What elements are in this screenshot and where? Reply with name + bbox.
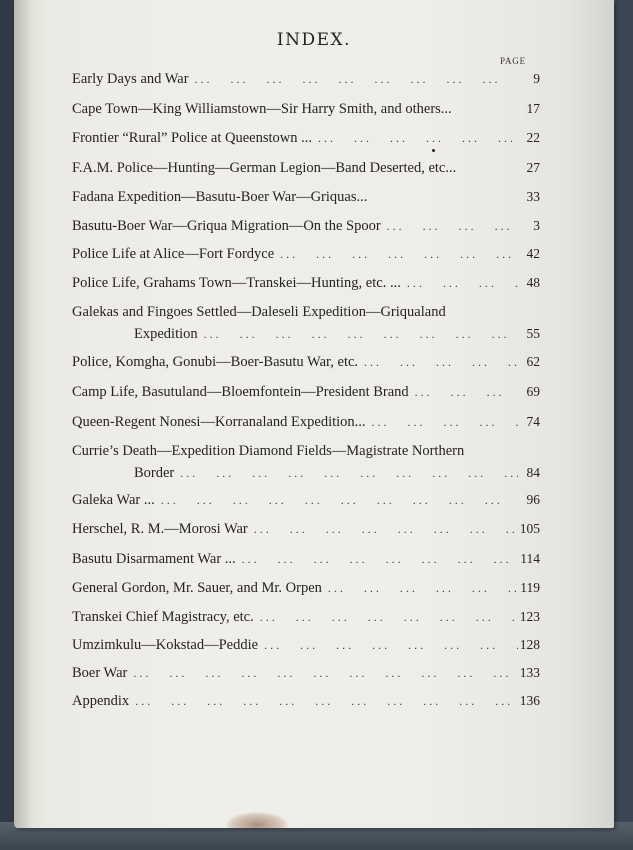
entry-page: 84 bbox=[526, 465, 540, 480]
index-entry bbox=[72, 444, 540, 488]
entry-title: F.A.M. Police—Hunting—German Legion—Band Deserted, etc... bbox=[72, 160, 457, 176]
index-entry bbox=[72, 161, 540, 183]
entry-title-continued: Expedition bbox=[134, 326, 198, 342]
index-entry bbox=[72, 666, 540, 688]
entry-page: 69 bbox=[526, 384, 540, 399]
entry-page: 42 bbox=[526, 246, 540, 261]
dot-leader bbox=[401, 277, 518, 289]
entry-page: 48 bbox=[526, 275, 540, 290]
index-entry bbox=[72, 415, 540, 437]
entry-page: 3 bbox=[533, 218, 540, 233]
dot-leader bbox=[174, 467, 518, 479]
entry-page: 128 bbox=[519, 637, 540, 652]
dot-leader bbox=[189, 73, 518, 85]
entry-page: 62 bbox=[526, 354, 540, 369]
entry-title: Early Days and War bbox=[72, 71, 189, 87]
index-entry bbox=[72, 638, 540, 660]
entry-title: Cape Town—King Williamstown—Sir Harry Smith, and others... bbox=[72, 101, 452, 117]
dot-leader bbox=[254, 611, 518, 623]
entry-page: 9 bbox=[533, 71, 540, 86]
entry-page: 27 bbox=[526, 160, 540, 175]
entry-page: 22 bbox=[526, 130, 540, 145]
entry-title: Police, Komgha, Gonubi—Boer-Basutu War, etc. bbox=[72, 354, 359, 370]
entry-page: 33 bbox=[526, 189, 540, 204]
entry-page: 123 bbox=[519, 609, 540, 624]
entry-title: General Gordon, Mr. Sauer, and Mr. Orpen bbox=[72, 580, 322, 596]
index-entry bbox=[72, 522, 540, 544]
entry-title: Currie’s Death—Expedition Diamond Fields—Magistrate Northern bbox=[72, 443, 465, 459]
page-column-label: PAGE bbox=[500, 56, 526, 66]
entry-title: Transkei Chief Magistracy, etc. bbox=[72, 609, 254, 625]
index-entry bbox=[72, 72, 540, 94]
entry-page: 136 bbox=[519, 693, 540, 708]
dot-leader bbox=[358, 356, 518, 368]
index-entry bbox=[72, 276, 540, 298]
entry-page: 114 bbox=[520, 551, 540, 566]
index-entry bbox=[72, 247, 540, 269]
dot-leader bbox=[366, 416, 518, 428]
entry-title: Herschel, R. M.—Morosi War bbox=[72, 521, 248, 537]
entry-page: 96 bbox=[526, 492, 540, 507]
dot-leader bbox=[155, 494, 518, 506]
index-entry bbox=[72, 694, 540, 716]
dot-leader bbox=[322, 582, 518, 594]
entry-title: Queen-Regent Nonesi—Korranaland Expedition... bbox=[72, 414, 366, 430]
gutter-shadow bbox=[14, 0, 32, 828]
index-entry bbox=[72, 493, 540, 515]
entry-title: Umzimkulu—Kokstad—Peddie bbox=[72, 637, 259, 653]
entry-title: Basutu Disarmament War ... bbox=[72, 551, 236, 567]
entry-title: Galekas and Fingoes Settled—Daleseli Expedition—Griqualand bbox=[72, 304, 446, 320]
index-entry bbox=[72, 552, 540, 574]
index-entry bbox=[72, 102, 540, 124]
dot-leader bbox=[236, 553, 518, 565]
index-entry bbox=[72, 385, 540, 407]
entry-title-continued: Border bbox=[134, 465, 175, 481]
index-entry bbox=[72, 355, 540, 377]
index-entry bbox=[72, 305, 540, 349]
entry-page: 105 bbox=[519, 521, 540, 536]
entry-title: Frontier “Rural” Police at Queenstown ... bbox=[72, 130, 312, 146]
entry-page: 119 bbox=[520, 580, 540, 595]
dot-leader bbox=[248, 523, 518, 535]
entry-title: Basutu-Boer War—Griqua Migration—On the Spoor bbox=[72, 218, 381, 234]
entry-title: Police Life, Grahams Town—Transkei—Hunting, etc. ... bbox=[72, 275, 401, 291]
index-entry bbox=[72, 131, 540, 153]
index-page bbox=[14, 0, 614, 828]
entry-title: Boer War bbox=[72, 665, 128, 681]
dot-leader bbox=[258, 639, 518, 651]
entry-page: 55 bbox=[526, 326, 540, 341]
page-title: INDEX. bbox=[276, 30, 352, 50]
index-entry bbox=[72, 219, 540, 241]
entry-title: Fadana Expedition—Basutu-Boer War—Griquas... bbox=[72, 189, 368, 205]
entry-title: Police Life at Alice—Fort Fordyce bbox=[72, 246, 275, 262]
entry-title: Galeka War ... bbox=[72, 492, 155, 508]
dot-leader bbox=[312, 132, 518, 144]
dot-leader bbox=[381, 220, 518, 232]
dot-leader bbox=[274, 248, 518, 260]
index-entry bbox=[72, 581, 540, 603]
dot-leader bbox=[129, 695, 518, 707]
entry-title: Appendix bbox=[72, 693, 130, 709]
index-entry bbox=[72, 190, 540, 212]
dot-leader bbox=[409, 386, 518, 398]
dot-leader bbox=[198, 328, 518, 340]
index-entry bbox=[72, 610, 540, 632]
entry-title: Camp Life, Basutuland—Bloemfontein—President Brand bbox=[72, 384, 409, 400]
entry-page: 17 bbox=[526, 101, 540, 116]
entry-page: 133 bbox=[519, 665, 540, 680]
page-stain bbox=[226, 812, 288, 828]
entry-page: 74 bbox=[526, 414, 540, 429]
dot-leader bbox=[127, 667, 518, 679]
